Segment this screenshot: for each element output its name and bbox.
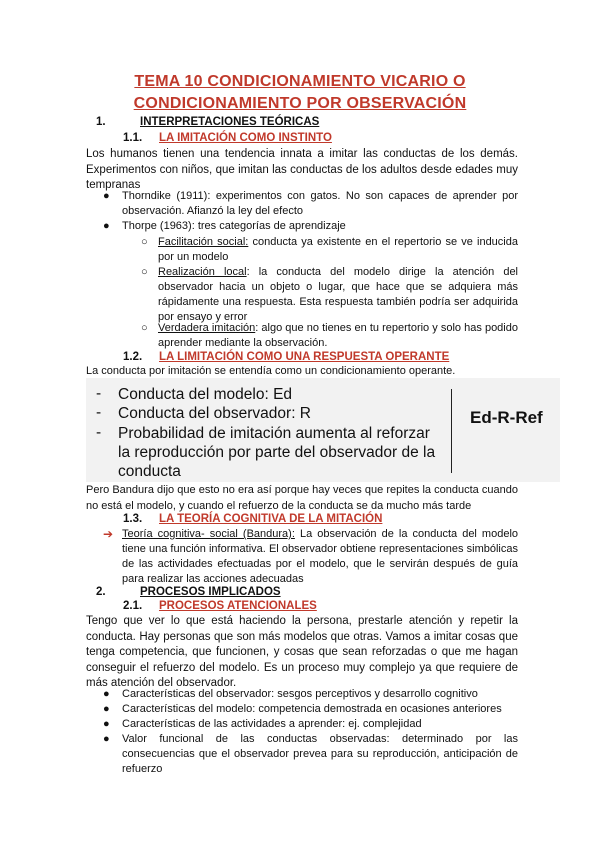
section-1-3-number: 1.3. [123,513,143,525]
dash-icon: - [96,424,102,441]
section-2-number: 2. [96,586,106,598]
box-divider [451,389,452,473]
section-1-2-heading [123,351,449,363]
sub-bullet-social-facilitation: Facilitación social: conducta ya existente en el repertorio se ve inducida por un modelo [158,236,518,263]
circle-bullet-icon: ○ [141,322,148,334]
arrow-right-icon: ➔ [103,527,114,541]
box-formula: Ed-R-Ref [470,408,543,427]
section-2-1-label: PROCESOS ATENCIONALES [159,600,317,612]
bullet-icon: ● [103,220,110,232]
section-1-number: 1. [96,116,106,128]
section-2-1-heading [123,600,317,612]
section-1-1-number: 1.1. [123,132,143,144]
bullet-thorpe: Thorpe (1963): tres categorías de aprendizaje [122,220,346,232]
page-title-line-2: CONDICIONAMIENTO POR OBSERVACIÓN [133,95,467,112]
circle-bullet-icon: ○ [141,236,148,248]
section-1-3-label: LA TEORÍA COGNITIVA DE LA MITACIÓN [159,513,383,525]
bullet-cognitive-social-theory: Teoría cognitiva- social (Bandura): La observación de la conducta del modelo tiene una función informativa. El observador obtiene representaciones simbólicas de las actividades efectuadas por el modelo, que le servirán después de guía para realizar las acciones adecuadas [122,528,519,585]
sub-bullet-true-imitation: Verdadera imitación: algo que no tienes en tu repertorio y solo has podido aprender mediante la observación. [158,322,518,349]
dash-icon: - [96,404,102,421]
section-1-heading [96,116,319,128]
bullet-thorndike: Thorndike (1911): experimentos con gatos. No son capaces de aprender por observación. Afianzó la ley del efecto [122,190,518,217]
dash-icon: - [96,385,102,402]
section-1-1-heading [123,132,332,144]
circle-bullet-icon: ○ [141,266,148,278]
section-2-heading [96,586,281,598]
section-1-label: INTERPRETACIONES TEÓRICAS [140,116,320,128]
term-true-imitation: Verdadera imitación [158,322,256,334]
section-1-3-heading [123,513,382,525]
section-1-2-number: 1.2. [123,351,143,363]
section-1-1-label: LA IMITACIÓN COMO INSTINTO [159,132,332,144]
section-2-label: PROCESOS IMPLICADOS [140,586,281,598]
term-local-enhancement: Realización local [158,266,247,278]
bullet-functional-value: Valor funcional de las conductas observadas: determinado por las consecuencias que el observador prevea para su reproducción, anticipación de refuerzo [122,733,518,775]
paragraph-imitation-instinct: Los humanos tienen una tendencia innata a imitar las conductas de los demás. Experimentos con niños, que imitan las conductas de los adultos desde edades muy tempranas [86,148,518,192]
box-line-model: Conducta del modelo: Ed [118,386,293,403]
term-cognitive-social-theory: Teoría cognitiva- social (Bandura): [122,528,295,540]
paragraph-operant: La conducta por imitación se entendía como un condicionamiento operante. [86,365,456,377]
bullet-icon: ● [103,688,110,700]
bullet-observer-traits: Características del observador: sesgos perceptivos y desarrollo cognitivo [122,688,478,700]
bullet-icon: ● [103,190,110,202]
bullet-activity-traits: Características de las actividades a aprender: ej. complejidad [122,718,422,730]
box-line-observer: Conducta del observador: R [118,405,312,422]
paragraph-bandura: Pero Bandura dijo que esto no era así porque hay veces que repites la conducta cuando no está el modelo, y cuando el refuerzo de la conducta se da mucho más tarde [86,484,518,512]
section-1-2-label: LA LIMITACIÓN COMO UNA RESPUESTA OPERANTE [159,351,450,363]
bullet-icon: ● [103,703,110,715]
term-social-facilitation: Facilitación social: [158,236,249,248]
page-title-line-1: TEMA 10 CONDICIONAMIENTO VICARIO O [134,73,466,90]
section-2-1-number: 2.1. [123,600,143,612]
paragraph-attentional-processes: Tengo que ver lo que está haciendo la persona, prestarle atención y repetir la conducta. Hay personas que son más modelos que otras. Vamos a imitar cosas que tenga competencia, que funcionen, y cosas que sean reforzadas o que me hagan conseguir el refuerzo del modelo. Es un proceso muy complejo ya que requiere de más atención del observador. [86,615,518,690]
bullet-icon: ● [103,733,110,745]
box-line-probability: Probabilidad de imitación aumenta al reforzar la reproducción por parte del observador de la conducta [118,425,436,480]
bullet-icon: ● [103,718,110,730]
sub-bullet-local-enhancement: Realización local: la conducta del modelo dirige la atención del observador hacia un objeto o lugar, que hace que se adquiera más rápidamente una respuesta. Esta respuesta también podría ser adquirida por ensayo y error [158,266,519,323]
bullet-model-traits: Características del modelo: competencia demostrada en ocasiones anteriores [122,703,502,715]
